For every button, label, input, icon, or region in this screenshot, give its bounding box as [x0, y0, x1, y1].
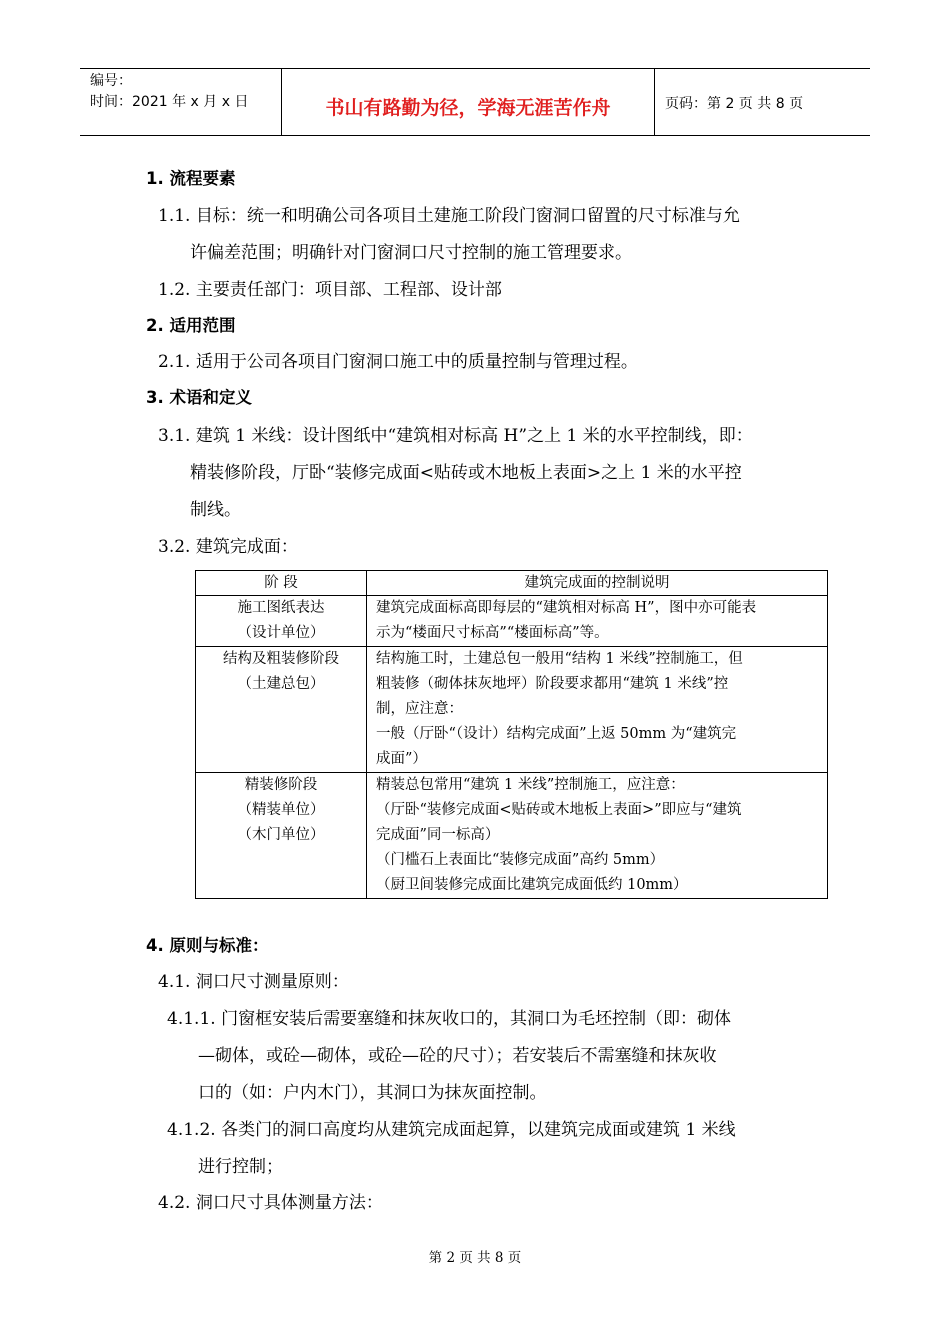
desc-text: （厅卧“装修完成面<贴砖或木地板上表面>”即应与“建筑: [376, 802, 742, 818]
para-4-1-2-line2: 进行控制；: [198, 1157, 283, 1177]
table-header-row: [196, 571, 828, 596]
para-1-2: 1.2. 主要责任部门：项目部、工程部、设计部: [158, 280, 502, 300]
section-1-heading: 1. 流程要素: [146, 169, 236, 188]
para-4-1-1-line1: 4.1.1. 门窗框安装后需要塞缝和抹灰收口的，其洞口为毛坯控制（即：砌体: [167, 1009, 732, 1029]
para-4-1-1-line2: —砌体，或砼—砌体，或砼—砼的尺寸）；若安装后不需塞缝和抹灰收: [198, 1046, 717, 1066]
stage-cell: [196, 773, 367, 899]
table-row: [196, 647, 828, 773]
stage-text: 结构及粗装修阶段: [223, 651, 339, 667]
stage-cell: [196, 596, 367, 647]
desc-text: 粗装修（砌体抹灰地坪）阶段要求都用“建筑 1 米线”控: [376, 676, 729, 692]
stage-text: 精装修阶段: [244, 777, 318, 793]
desc-text: 成面”）: [376, 751, 427, 767]
stage-text: （精装单位）: [237, 802, 325, 818]
desc-text: 制，应注意：: [376, 701, 463, 717]
table-row: [196, 596, 828, 647]
stage-text: 施工图纸表达: [237, 600, 325, 616]
para-3-1-line2: 精装修阶段，厅卧“装修完成面<贴砖或木地板上表面>之上 1 米的水平控: [190, 463, 742, 483]
document-header: [80, 68, 870, 136]
stage-text: （木门单位）: [237, 827, 325, 843]
para-4-1-2-line1: 4.1.2. 各类门的洞口高度均从建筑完成面起算，以建筑完成面或建筑 1 米线: [167, 1120, 736, 1140]
desc-text: 建筑完成面标高即每层的“建筑相对标高 H”，图中亦可能表: [376, 600, 757, 616]
section-2-heading: 2. 适用范围: [146, 316, 236, 335]
code-label: 编号：: [90, 73, 132, 89]
para-3-1-line3: 制线。: [190, 500, 241, 520]
header-meta: [80, 69, 282, 135]
desc-cell: [367, 773, 828, 899]
desc-text: 一般（厅卧“（设计）结构完成面”上返 50mm 为“建筑完: [376, 726, 737, 742]
stage-text: （设计单位）: [237, 625, 325, 641]
desc-text: （厨卫间装修完成面比建筑完成面低约 10mm）: [376, 877, 688, 893]
desc-text: （门槛石上表面比“装修完成面”高约 5mm）: [376, 852, 665, 868]
para-1-1-line2: 许偏差范围；明确针对门窗洞口尺寸控制的施工管理要求。: [190, 243, 632, 263]
para-1-1-line1: 1.1. 目标：统一和明确公司各项目土建施工阶段门窗洞口留置的尺寸标准与允: [158, 206, 740, 226]
header-page-info: 页码：第 2 页 共 8 页: [665, 96, 804, 112]
para-4-1: 4.1. 洞口尺寸测量原则：: [158, 972, 349, 992]
table-row: [196, 773, 828, 899]
desc-text: 完成面”同一标高）: [376, 827, 500, 843]
desc-cell: [367, 647, 828, 773]
para-2-1: 2.1. 适用于公司各项目门窗洞口施工中的质量控制与管理过程。: [158, 352, 638, 372]
desc-cell: [367, 596, 828, 647]
time-text: 时间：2021 年 x 月 x 日: [90, 94, 249, 110]
para-4-2: 4.2. 洞口尺寸具体测量方法：: [158, 1193, 383, 1213]
desc-text: 结构施工时，土建总包一般用“结构 1 米线”控制施工，但: [376, 651, 743, 667]
header-slogan: 书山有路勤为径，学海无涯苦作舟: [282, 69, 655, 135]
stage-text: （土建总包）: [237, 676, 325, 692]
para-4-1-1-line3: 口的（如：户内木门），其洞口为抹灰面控制。: [198, 1083, 547, 1103]
page-footer: 第 2 页 共 8 页: [428, 1250, 522, 1266]
para-3-1-line1: 3.1. 建筑 1 米线：设计图纸中“建筑相对标高 H”之上 1 米的水平控制线，即：: [158, 426, 753, 446]
section-3-heading: 3. 术语和定义: [146, 388, 252, 407]
desc-text: 示为“楼面尺寸标高”“楼面标高”等。: [376, 625, 609, 641]
completion-surface-table: [195, 570, 828, 899]
para-3-2: 3.2. 建筑完成面：: [158, 537, 298, 557]
stage-cell: [196, 647, 367, 773]
section-4-heading: 4. 原则与标准：: [146, 936, 269, 955]
desc-text: 精装总包常用“建筑 1 米线”控制施工，应注意：: [376, 777, 685, 793]
table-header-stage: 阶 段: [196, 571, 367, 596]
table-header-desc: 建筑完成面的控制说明: [367, 571, 828, 596]
